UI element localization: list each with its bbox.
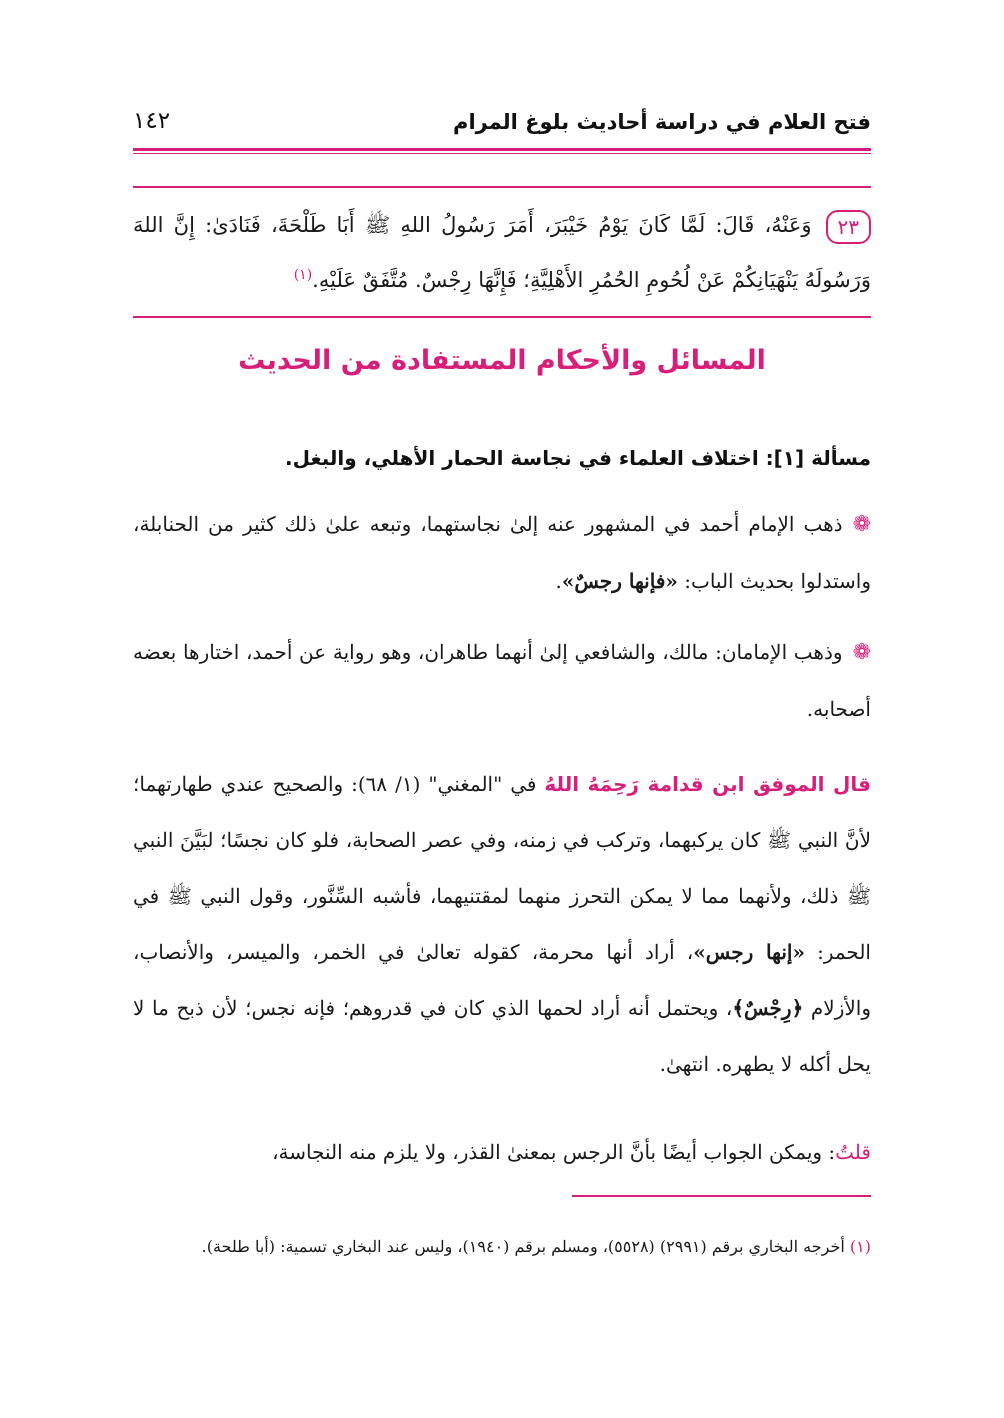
header-rule-thin bbox=[133, 153, 871, 154]
flower-bullet-icon: ❁ bbox=[852, 640, 871, 665]
flower-bullet-icon: ❁ bbox=[852, 512, 871, 537]
page-number: ١٤٢ bbox=[133, 108, 171, 134]
issue-heading bbox=[133, 446, 871, 470]
book-title: فتح العلام في دراسة أحاديث بلوغ المرام bbox=[453, 110, 871, 134]
page-header bbox=[133, 104, 871, 142]
bullet-paragraph-2 bbox=[133, 624, 871, 737]
footnote-reference[interactable]: (١) bbox=[293, 267, 313, 283]
bullet-paragraph-1 bbox=[133, 496, 871, 609]
hadith-box-bottom-rule bbox=[133, 316, 871, 318]
ayah-quote: ﴿رِجْسٌ﴾ bbox=[732, 996, 804, 1020]
bullet-text: ذهب الإمام أحمد في المشهور عنه إلىٰ نجاستهما، وتبعه علىٰ ذلك كثير من الحنابلة، واستدلوا بحديث الباب: bbox=[133, 512, 871, 593]
hadith-number-badge: ٢٣ bbox=[826, 210, 871, 244]
bullet-text: وذهب الإمامان: مالك، والشافعي إلىٰ أنهما طاهران، وهو رواية عن أحمد، اختارها بعضه أصحابه. bbox=[133, 640, 871, 721]
closing-lead: قلتُ bbox=[835, 1140, 871, 1164]
header-rule bbox=[133, 148, 871, 151]
hadith-box-top-rule bbox=[133, 186, 871, 188]
quote-text-2: ، أراد أنها محرمة، كقوله تعالىٰ في الخمر، والميسر، والأنصاب، والأزلام bbox=[133, 940, 871, 1020]
closing-paragraph bbox=[133, 1124, 871, 1180]
footnote-separator bbox=[572, 1195, 871, 1197]
scholar-name: قال الموفق ابن قدامة رَحِمَهُ اللهُ bbox=[544, 772, 872, 796]
issue-title: اختلاف العلماء في نجاسة الحمار الأهلي، والبغل. bbox=[285, 446, 759, 470]
quote-text-1: في "المغني" (١/ ٦٨): والصحيح عندي طهارتهما؛ لأنَّ النبي ﷺ كان يركبهما، وتركب في زمنه، وفي عصر الصحابة، فلو كان نجسًا؛ لبَيَّنَ النبي ﷺ ذلك، ولأنهما مما لا يمكن التحرز منهما لمقتنيهما، فأشبه السِّنَّور، وقول النبي ﷺ في الحمر: bbox=[133, 772, 871, 964]
closing-text: : ويمكن الجواب أيضًا بأنَّ الرجس بمعنىٰ القذر، ولا يلزم منه النجاسة، bbox=[272, 1140, 836, 1164]
footnote-number: (١) bbox=[849, 1237, 871, 1256]
quote-text-3: ، ويحتمل أنه أراد لحمها الذي كان في قدروهم؛ فإنه نجس؛ لأن ذبح ما لا يحل أكله لا يطهره. انتهىٰ. bbox=[133, 996, 871, 1076]
hadith-text: وَعَنْهُ، قَالَ: لَمَّا كَانَ يَوْمُ خَيْبَرَ، أَمَرَ رَسُولُ اللهِ ﷺ أَبَا طَلْحَةَ، فَنَادَىٰ: إِنَّ اللهَ وَرَسُولَهُ يَنْهَيَانِكُمْ عَنْ لُحُومِ الحُمُرِ الأَهْلِيَّةِ؛ فَإِنَّهَا رِجْسٌ. مُتَّفَقٌ عَلَيْهِ. bbox=[133, 213, 871, 292]
footnote-text: أخرجه البخاري برقم (٢٩٩١) (٥٥٢٨)، ومسلم برقم (١٩٤٠)، وليس عند البخاري تسمية: (أبا طلحة). bbox=[201, 1237, 845, 1256]
hadith-text-block bbox=[133, 200, 871, 305]
section-title: المسائل والأحكام المستفادة من الحديث bbox=[238, 345, 766, 376]
quote-paragraph bbox=[133, 756, 871, 1092]
hadith-quote: «فإنها رجسٌ» bbox=[561, 569, 678, 593]
issue-label: مسألة [١]: bbox=[765, 446, 871, 470]
footnote bbox=[133, 1230, 871, 1264]
bullet-text-end: . bbox=[555, 569, 562, 593]
hadith-quote: «إنها رجس» bbox=[693, 940, 805, 964]
